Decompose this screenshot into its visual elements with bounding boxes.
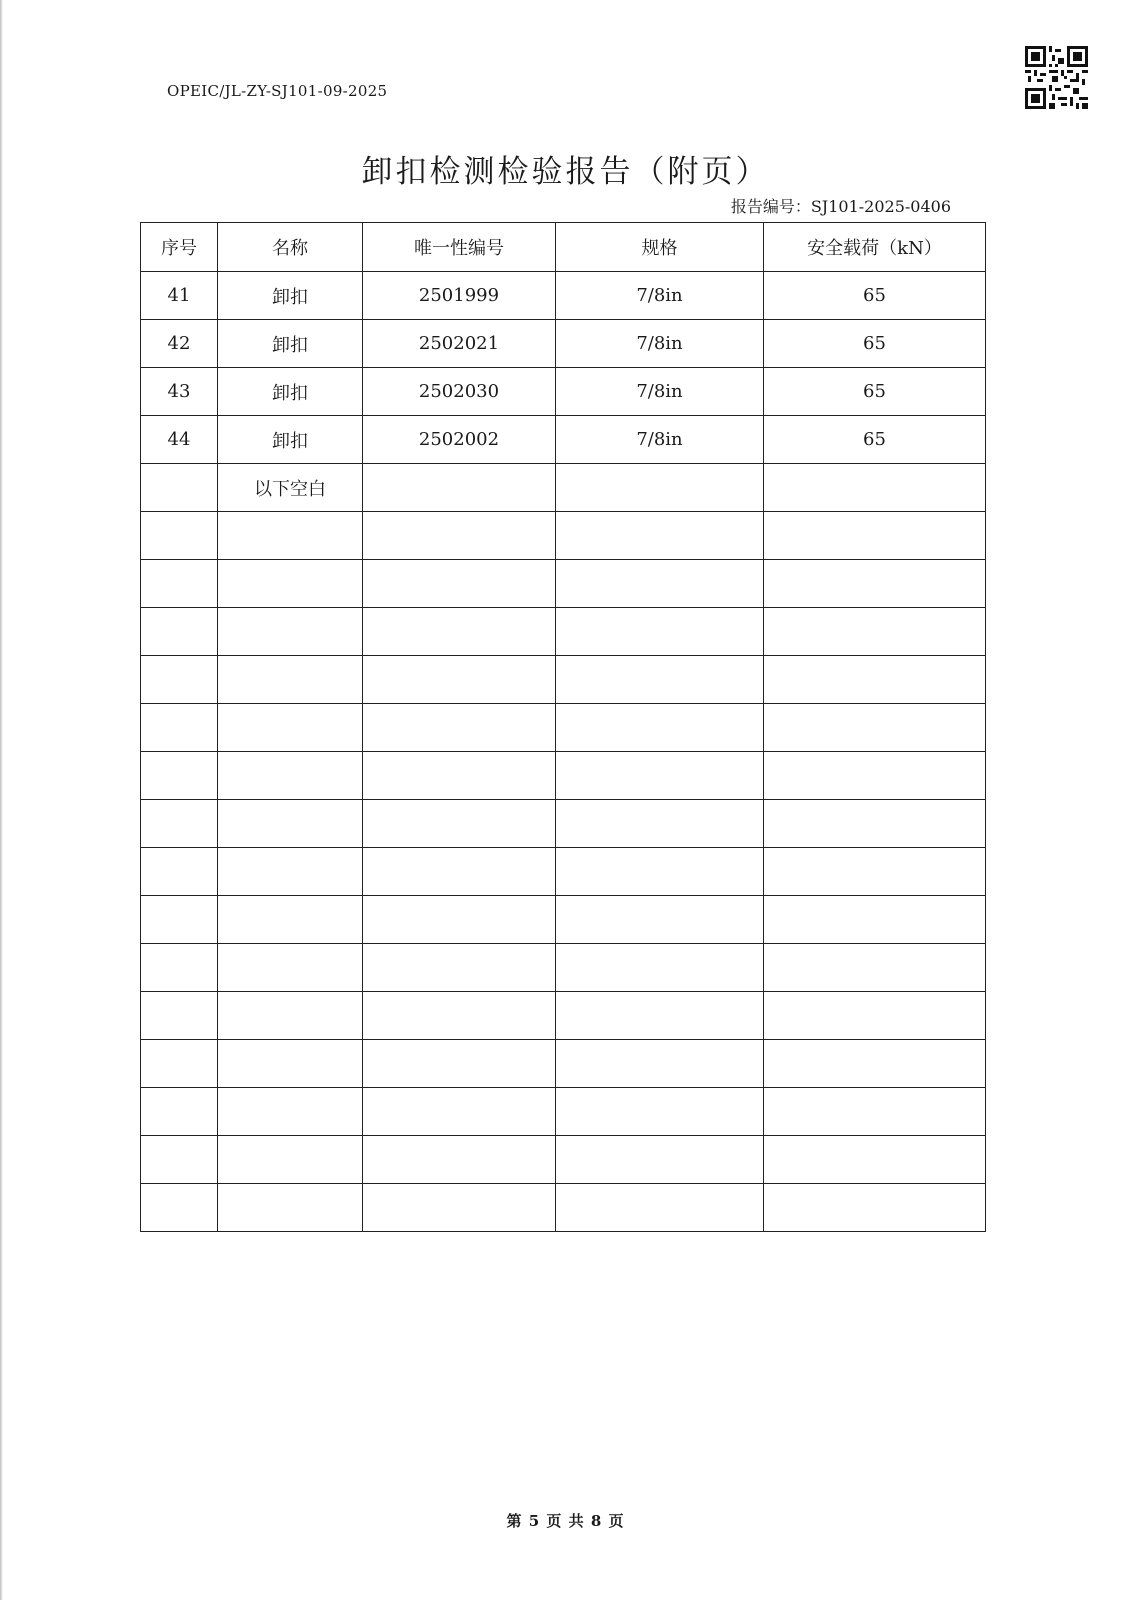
cell-name: [218, 608, 363, 656]
cell-unique-id: [363, 992, 556, 1040]
cell-safe-load: [764, 560, 986, 608]
table-row: [141, 1088, 986, 1136]
scan-edge: [0, 0, 3, 1600]
cell-unique-id: [363, 1136, 556, 1184]
cell-seq: 42: [141, 320, 218, 368]
cell-spec: 7/8in: [556, 416, 764, 464]
cell-seq: [141, 800, 218, 848]
cell-name: [218, 800, 363, 848]
table-row: [141, 320, 986, 368]
cell-seq: [141, 896, 218, 944]
cell-spec: [556, 1040, 764, 1088]
cell-spec: [556, 512, 764, 560]
cell-spec: [556, 1184, 764, 1232]
cell-safe-load: [764, 848, 986, 896]
cell-safe-load: [764, 800, 986, 848]
cell-name: 卸扣: [218, 320, 363, 368]
cell-name: [218, 896, 363, 944]
cell-name: [218, 656, 363, 704]
table-row: [141, 416, 986, 464]
cell-unique-id: [363, 1040, 556, 1088]
cell-safe-load: [764, 512, 986, 560]
cell-unique-id: [363, 896, 556, 944]
header-safe-load: 安全载荷（kN）: [764, 223, 986, 272]
cell-seq: [141, 992, 218, 1040]
cell-name: [218, 944, 363, 992]
cell-safe-load: [764, 1088, 986, 1136]
cell-seq: [141, 560, 218, 608]
cell-seq: 43: [141, 368, 218, 416]
table-row: [141, 560, 986, 608]
cell-name: 以下空白: [218, 464, 363, 512]
cell-spec: [556, 1088, 764, 1136]
table-row: [141, 896, 986, 944]
table-row: [141, 512, 986, 560]
cell-safe-load: 65: [764, 272, 986, 320]
cell-seq: [141, 944, 218, 992]
cell-unique-id: [363, 752, 556, 800]
cell-safe-load: 65: [764, 320, 986, 368]
cell-safe-load: 65: [764, 368, 986, 416]
table-row: [141, 656, 986, 704]
cell-spec: 7/8in: [556, 368, 764, 416]
cell-spec: 7/8in: [556, 320, 764, 368]
report-title: 卸扣检测检验报告（附页）: [361, 154, 770, 190]
cell-unique-id: 2502002: [363, 416, 556, 464]
cell-unique-id: 2501999: [363, 272, 556, 320]
cell-unique-id: [363, 1088, 556, 1136]
cell-name: [218, 512, 363, 560]
cell-safe-load: [764, 656, 986, 704]
table-row: [141, 752, 986, 800]
cell-name: 卸扣: [218, 272, 363, 320]
table-row: [141, 992, 986, 1040]
cell-safe-load: [764, 704, 986, 752]
cell-seq: [141, 1088, 218, 1136]
cell-name: [218, 848, 363, 896]
cell-unique-id: 2502030: [363, 368, 556, 416]
cell-seq: [141, 704, 218, 752]
cell-safe-load: [764, 992, 986, 1040]
cell-spec: [556, 944, 764, 992]
cell-seq: [141, 1136, 218, 1184]
cell-seq: [141, 752, 218, 800]
cell-name: 卸扣: [218, 416, 363, 464]
cell-spec: [556, 704, 764, 752]
cell-safe-load: [764, 1184, 986, 1232]
cell-unique-id: [363, 944, 556, 992]
cell-unique-id: [363, 704, 556, 752]
cell-spec: [556, 608, 764, 656]
table-row: [141, 608, 986, 656]
header-name: 名称: [218, 223, 363, 272]
cell-safe-load: [764, 464, 986, 512]
cell-unique-id: 2502021: [363, 320, 556, 368]
cell-seq: [141, 1184, 218, 1232]
inspection-table-container: [140, 222, 985, 1232]
table-row: [141, 272, 986, 320]
table-row: [141, 848, 986, 896]
cell-spec: [556, 464, 764, 512]
cell-name: [218, 1040, 363, 1088]
cell-seq: 41: [141, 272, 218, 320]
cell-name: [218, 560, 363, 608]
cell-name: 卸扣: [218, 368, 363, 416]
cell-unique-id: [363, 1184, 556, 1232]
cell-safe-load: 65: [764, 416, 986, 464]
table-body: [141, 272, 986, 1232]
table-row: [141, 1184, 986, 1232]
cell-seq: [141, 608, 218, 656]
cell-seq: [141, 848, 218, 896]
cell-unique-id: [363, 848, 556, 896]
cell-spec: [556, 656, 764, 704]
table-row: [141, 1040, 986, 1088]
table-row: [141, 368, 986, 416]
cell-spec: [556, 560, 764, 608]
document-code: OPEIC/JL-ZY-SJ101-09-2025: [167, 82, 388, 100]
cell-safe-load: [764, 608, 986, 656]
cell-spec: [556, 848, 764, 896]
header-seq: 序号: [141, 223, 218, 272]
cell-safe-load: [764, 896, 986, 944]
cell-unique-id: [363, 512, 556, 560]
cell-name: [218, 704, 363, 752]
table-row: [141, 944, 986, 992]
cell-name: [218, 1088, 363, 1136]
cell-spec: [556, 896, 764, 944]
cell-spec: [556, 800, 764, 848]
cell-name: [218, 1184, 363, 1232]
table-row: [141, 464, 986, 512]
cell-unique-id: [363, 560, 556, 608]
cell-seq: [141, 656, 218, 704]
page-number: 第 5 页 共 8 页: [506, 1512, 625, 1530]
header-unique-id: 唯一性编号: [363, 223, 556, 272]
cell-seq: 44: [141, 416, 218, 464]
cell-spec: 7/8in: [556, 272, 764, 320]
cell-seq: [141, 512, 218, 560]
table-row: [141, 800, 986, 848]
inspection-table: [140, 222, 986, 1232]
cell-spec: [556, 752, 764, 800]
qr-code-icon: [1025, 46, 1088, 109]
cell-safe-load: [764, 944, 986, 992]
table-header-row: [141, 223, 986, 272]
table-row: [141, 1136, 986, 1184]
cell-seq: [141, 464, 218, 512]
cell-name: [218, 1136, 363, 1184]
cell-unique-id: [363, 608, 556, 656]
cell-safe-load: [764, 752, 986, 800]
cell-name: [218, 752, 363, 800]
cell-name: [218, 992, 363, 1040]
cell-safe-load: [764, 1040, 986, 1088]
cell-seq: [141, 1040, 218, 1088]
cell-unique-id: [363, 464, 556, 512]
cell-spec: [556, 992, 764, 1040]
cell-safe-load: [764, 1136, 986, 1184]
report-number: 报告编号：SJ101-2025-0406: [730, 197, 951, 216]
cell-unique-id: [363, 656, 556, 704]
cell-spec: [556, 1136, 764, 1184]
header-spec: 规格: [556, 223, 764, 272]
table-row: [141, 704, 986, 752]
cell-unique-id: [363, 800, 556, 848]
